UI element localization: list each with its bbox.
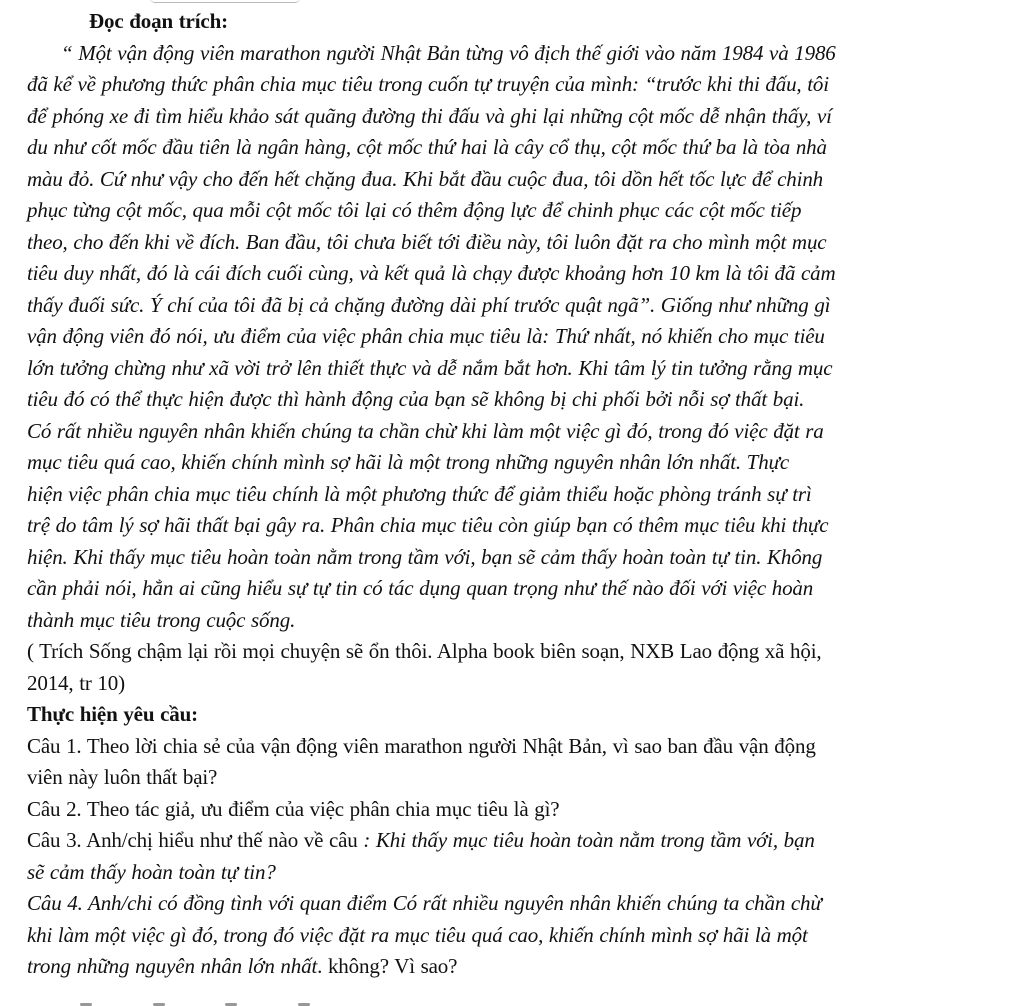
question-4 [27,888,984,983]
question-3 [27,825,984,888]
question-3-line-1 [27,825,984,857]
passage-line: trệ do tâm lý sợ hãi thất bại gây ra. Phân chia mục tiêu còn giúp bạn có thêm mục tiêu khi thực [27,513,829,537]
passage-line: đã kể về phương thức phân chia mục tiêu trong cuốn tự truyện của mình: “trước khi thi đấu, tôi [27,72,829,96]
question-4-line-2: khi làm một việc gì đó, trong đó việc đặt ra mục tiêu quá cao, khiến chính mình sợ hãi là một [27,922,808,947]
question-4-line-3 [27,951,984,983]
cropped-previous-line [150,0,300,3]
passage-line: tiêu đó có thể thực hiện được thì hành động của bạn sẽ không bị chi phối bởi nỗi sợ thất bại. [27,387,805,411]
question-3-quote: : Khi thấy mục tiêu hoàn toàn nằm trong tầm với, bạn [363,828,815,852]
citation-line: 2014, tr 10) [27,670,125,695]
passage-line: để phóng xe đi tìm hiểu khảo sát quãng đường thi đấu và ghi lại những cột mốc dễ nhận thấy, ví [27,103,832,128]
question-4-quote-end: trong những nguyên nhân lớn nhất [27,954,318,978]
question-4-quote: Có rất nhiều nguyên nhân khiến chúng ta chần chừ [392,891,822,915]
question-4-prefix: Câu 4. Anh/chi có đồng tình với quan điểm [27,891,393,915]
passage-line: vận động viên đó nói, ưu điểm của việc phân chia mục tiêu là: Thứ nhất, nó khiến cho mục tiêu [27,324,825,348]
passage-line: thấy đuối sức. Ý chí của tôi đã bị cả chặng đường dài phí trước quật ngã”. Giống như những gì [27,292,831,317]
question-1-line-1: Câu 1. Theo lời chia sẻ của vận động viên marathon người Nhật Bản, vì sao ban đầu vận động [27,733,816,758]
passage-line: màu đỏ. Cứ như vậy cho đến hết chặng đua. Khi bắt đầu cuộc đua, tôi dồn hết tốc lực để chinh [27,166,824,191]
passage-line: theo, cho đến khi về đích. Ban đầu, tôi chưa biết tới điều này, tôi luôn đặt ra cho mình một mục [27,229,827,254]
question-4-line-1 [27,888,984,920]
reading-heading: Đọc đoạn trích: [89,9,228,33]
passage-line: du như cốt mốc đầu tiên là ngân hàng, cột mốc thứ hai là cây cổ thụ, cột mốc thứ ba là tòa nhà [27,135,827,159]
passage-line: mục tiêu quá cao, khiến chính mình sợ hãi là một trong những nguyên nhân lớn nhất. Thực [27,450,790,474]
question-4-suffix: . không? Vì sao? [317,954,458,978]
passage-line: phục từng cột mốc, qua mỗi cột mốc tôi lại có thêm động lực để chinh phục các cột mốc tiếp [27,198,802,222]
passage-line: “ Một vận động viên marathon người Nhật Bản từng vô địch thế giới vào năm 1984 và 1986 [61,40,836,65]
passage-line: Có rất nhiều nguyên nhân khiến chúng ta chần chừ khi làm một việc gì đó, trong đó việc đặt ra [27,418,824,443]
passage-line: hiện việc phân chia mục tiêu chính là một phương thức để giảm thiểu hoặc phòng tránh sự trì [27,481,812,506]
question-1 [27,731,984,794]
question-1-line-2: viên này luôn thất bại? [27,765,218,789]
question-2: Câu 2. Theo tác giả, ưu điểm của việc phân chia mục tiêu là gì? [27,796,560,821]
passage-line: tiêu duy nhất, đó là cái đích cuối cùng, và kết quả là chạy được khoảng hơn 10 km là tôi đã cảm [27,261,836,285]
passage-line: lớn tưởng chừng như xã vời trở lên thiết thực và dễ nắm bắt hơn. Khi tâm lý tin tưởng rằng mục [27,355,833,380]
citation-line: ( Trích Sống chậm lại rồi mọi chuyện sẽ ổn thôi. Alpha book biên soạn, NXB Lao động xã hội, [27,639,822,663]
requirements-heading: Thực hiện yêu cầu: [27,702,198,726]
passage-line: thành mục tiêu trong cuộc sống. [27,607,296,632]
passage [27,38,984,637]
question-3-line-2: sẽ cảm thấy hoàn toàn tự tin? [27,859,276,884]
question-3-prefix: Câu 3. Anh/chị hiểu như thế nào về câu [27,828,364,852]
passage-line: cần phải nói, hẳn ai cũng hiểu sự tự tin có tác dụng quan trọng như thế nào đối với việc hoàn [27,576,814,600]
source-citation [27,636,984,699]
passage-line: hiện. Khi thấy mục tiêu hoàn toàn nằm trong tầm với, bạn sẽ cảm thấy hoàn toàn tự tin. Không [27,544,823,569]
